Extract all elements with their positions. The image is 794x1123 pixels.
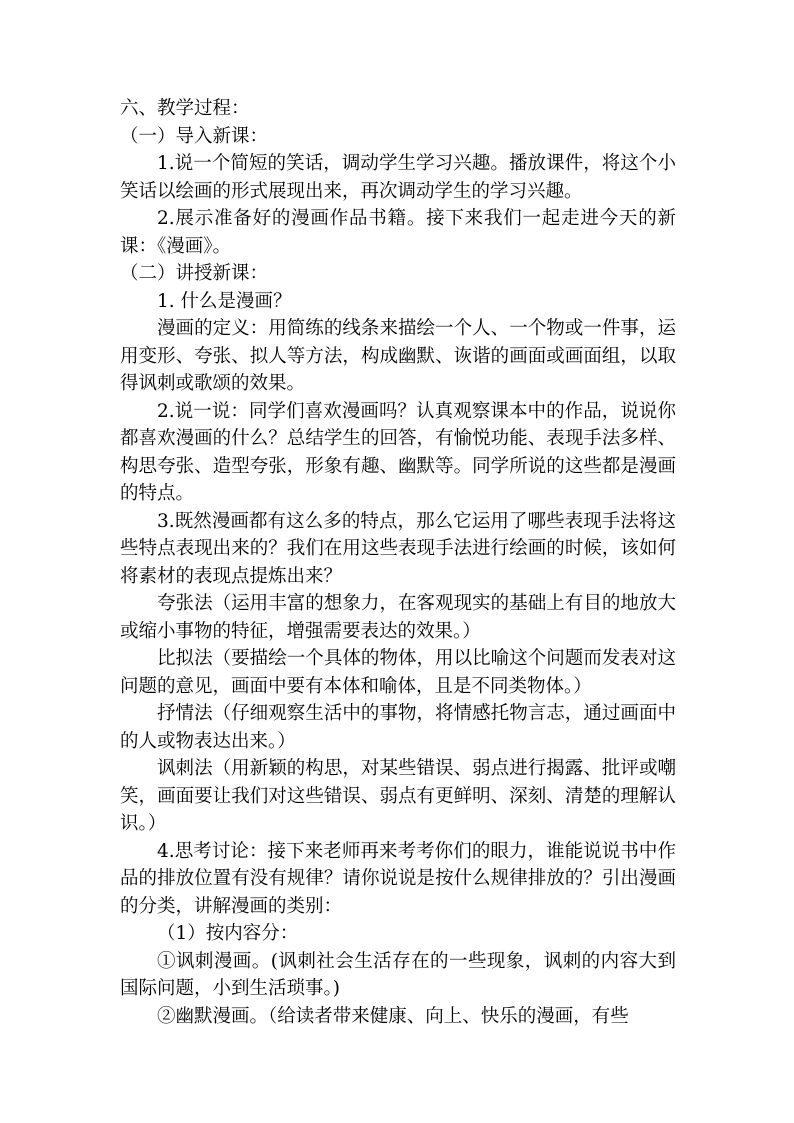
paragraph: 漫画的定义：用简练的线条来描绘一个人、一个物或一件事，运用变形、夸张、拟人等方法，构成幽默、诙谐的画面或画面组，以取得讽刺或歌颂的效果。: [120, 318, 676, 394]
list-item: ①讽刺漫画。(讽刺社会生活存在的一些现象，讽刺的内容大到国际问题，小到生活琐事。): [120, 950, 676, 999]
paragraph: 夸张法（运用丰富的想象力，在客观现实的基础上有目的地放大或缩小事物的特征，增强需要表达的效果。）: [120, 593, 676, 642]
paragraph: 2.说一说：同学们喜欢漫画吗？认真观察课本中的作品，说说你都喜欢漫画的什么？总结学生的回答，有愉悦功能、表现手法多样、构思夸张、造型夸张，形象有趣、幽默等。同学所说的这些都是漫画的特点。: [120, 400, 676, 504]
question-heading: 1. 什么是漫画？: [157, 290, 292, 312]
paragraph: 4.思考讨论：接下来老师再来考考你们的眼力，谁能说说书中作品的排放位置有没有规律？请你说说是按什么规律排放的？引出漫画的分类，讲解漫画的类别：: [120, 840, 676, 917]
section-heading: 六、教学过程：: [120, 98, 250, 119]
paragraph: 讽刺法（用新颖的构思，对某些错误、弱点进行揭露、批评或嘲笑，画面要让我们对这些错误、弱点有更鲜明、深刻、清楚的理解认识。）: [120, 758, 676, 834]
document-body: [120, 95, 676, 1030]
paragraph: 抒情法（仔细观察生活中的事物，将情感托物言志，通过画面中的人或物表达出来。）: [120, 703, 676, 752]
paragraph: 3.既然漫画都有这么多的特点，那么它运用了哪些表现手法将这些特点表现出来的？我们在用这些表现手法进行绘画的时候，该如何将素材的表现点提炼出来？: [120, 510, 676, 587]
subsection-heading-intro: （一）导入新课：: [120, 125, 269, 147]
paragraph: 1.说一个简短的笑话，调动学生学习兴趣。播放课件，将这个小笑话以绘画的形式展现出来，再次调动学生的学习兴趣。: [120, 153, 676, 202]
list-heading: （1）按内容分：: [157, 923, 299, 944]
paragraph: 2.展示准备好的漫画作品书籍。接下来我们一起走进今天的新课：《漫画》。: [120, 208, 676, 257]
subsection-heading-lecture: （二）讲授新课：: [120, 263, 269, 284]
list-item: ②幽默漫画。（给读者带来健康、向上、快乐的漫画，有些: [157, 1005, 629, 1027]
paragraph: 比拟法（要描绘一个具体的物体，用以比喻这个问题而发表对这问题的意见，画面中要有本体和喻体，且是不同类物体。）: [120, 648, 676, 697]
